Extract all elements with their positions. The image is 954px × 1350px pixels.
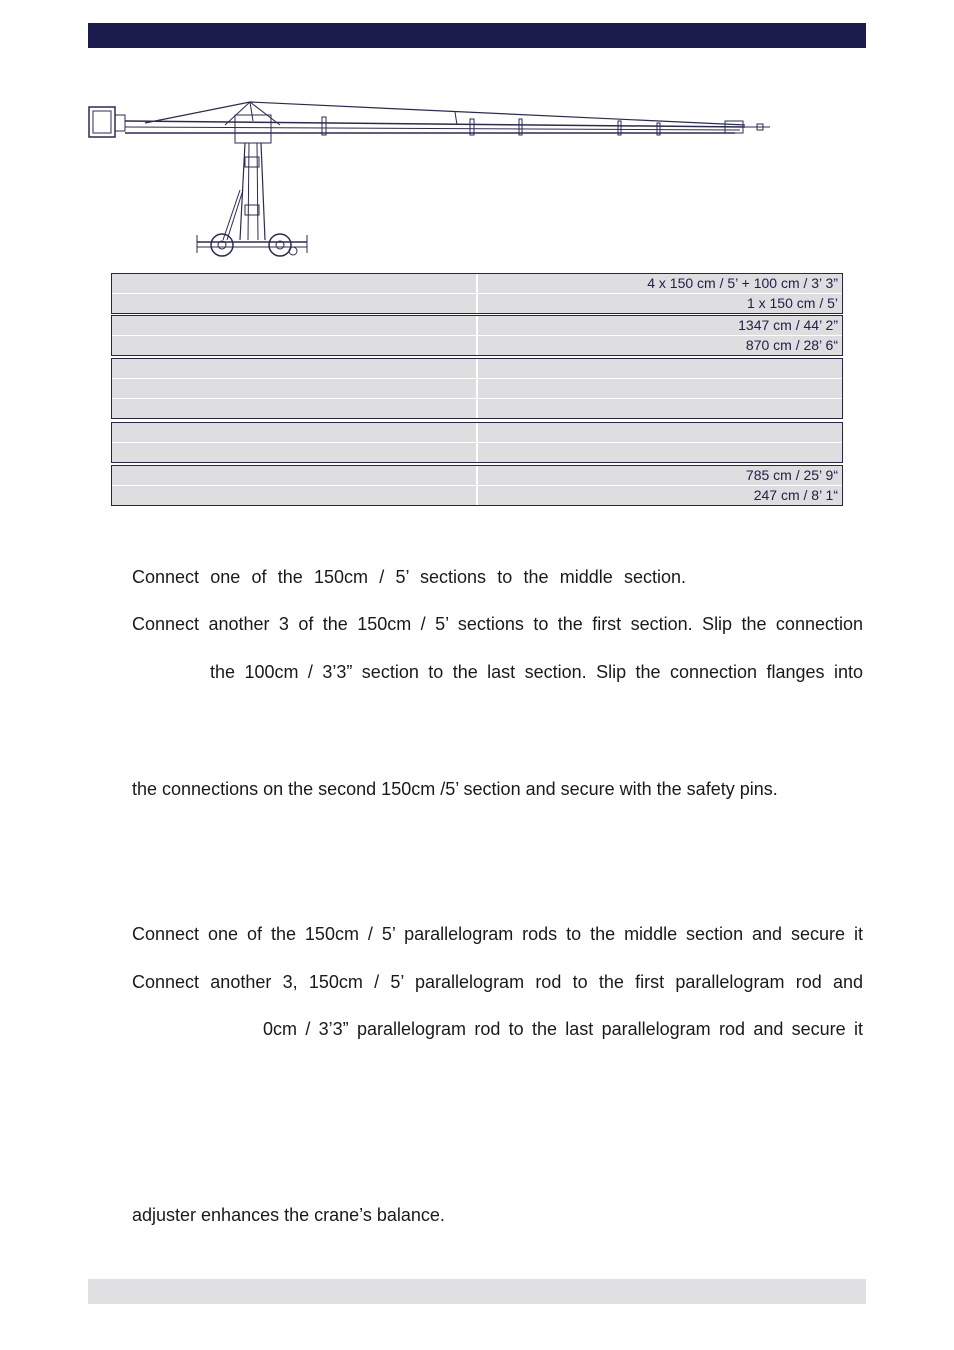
paragraph-line: Connect one of the 150cm / 5’ sections to the middle section. [132, 567, 686, 587]
spec-value: 1 x 150 cm / 5’ [478, 294, 842, 313]
spec-label-cell [112, 443, 476, 462]
spec-label-cell [112, 294, 476, 313]
spec-label-cell [112, 359, 476, 378]
footer-bar [88, 1279, 866, 1304]
spec-value [478, 399, 842, 418]
paragraph-line: adjuster enhances the crane’s balance. [132, 1205, 445, 1225]
spec-row [112, 466, 842, 485]
crane-diagram [85, 95, 775, 265]
spec-row [112, 399, 842, 418]
spec-label-cell [112, 274, 476, 293]
spec-value [478, 443, 842, 462]
spec-row [112, 423, 842, 442]
spec-row [112, 274, 842, 293]
spec-row [112, 316, 842, 335]
spec-value: 870 cm / 28’ 6“ [478, 336, 842, 355]
spec-label-cell [112, 379, 476, 398]
paragraph-line: Connect one of the 150cm / 5’ parallelogram rods to the middle section and secure it [132, 924, 863, 944]
paragraph-line: 0cm / 3’3” parallelogram rod to the last parallelogram rod and secure it [263, 1019, 863, 1039]
spec-value: 1347 cm / 44’ 2” [478, 316, 842, 335]
spec-row [112, 443, 842, 462]
spec-row [112, 379, 842, 398]
spec-group-empty-b [111, 422, 843, 463]
spec-label-cell [112, 316, 476, 335]
paragraph-line: Connect another 3, 150cm / 5’ parallelogram rod to the first parallelogram rod and [132, 972, 863, 992]
spec-group-empty-a [111, 358, 843, 419]
spec-group-sections [111, 273, 843, 314]
spec-value [478, 359, 842, 378]
spec-value: 785 cm / 25’ 9“ [478, 466, 842, 485]
paragraph-line: the connections on the second 150cm /5’ section and secure with the safety pins. [132, 779, 778, 799]
spec-group-heights [111, 465, 843, 506]
spec-value [478, 379, 842, 398]
spec-value: 247 cm / 8’ 1“ [478, 486, 842, 505]
paragraph-line: the 100cm / 3’3” section to the last section. Slip the connection flanges into [210, 662, 863, 682]
spec-value [478, 423, 842, 442]
spec-label-cell [112, 466, 476, 485]
header-bar [88, 23, 866, 48]
spec-label-cell [112, 486, 476, 505]
spec-row [112, 359, 842, 378]
spec-row [112, 336, 842, 355]
paragraph-line: Connect another 3 of the 150cm / 5’ sections to the first section. Slip the connection [132, 614, 863, 634]
spec-value: 4 x 150 cm / 5’ + 100 cm / 3’ 3” [478, 274, 842, 293]
spec-row [112, 294, 842, 313]
spec-group-lengths [111, 315, 843, 356]
spec-label-cell [112, 399, 476, 418]
spec-label-cell [112, 336, 476, 355]
spec-row [112, 486, 842, 505]
spec-label-cell [112, 423, 476, 442]
